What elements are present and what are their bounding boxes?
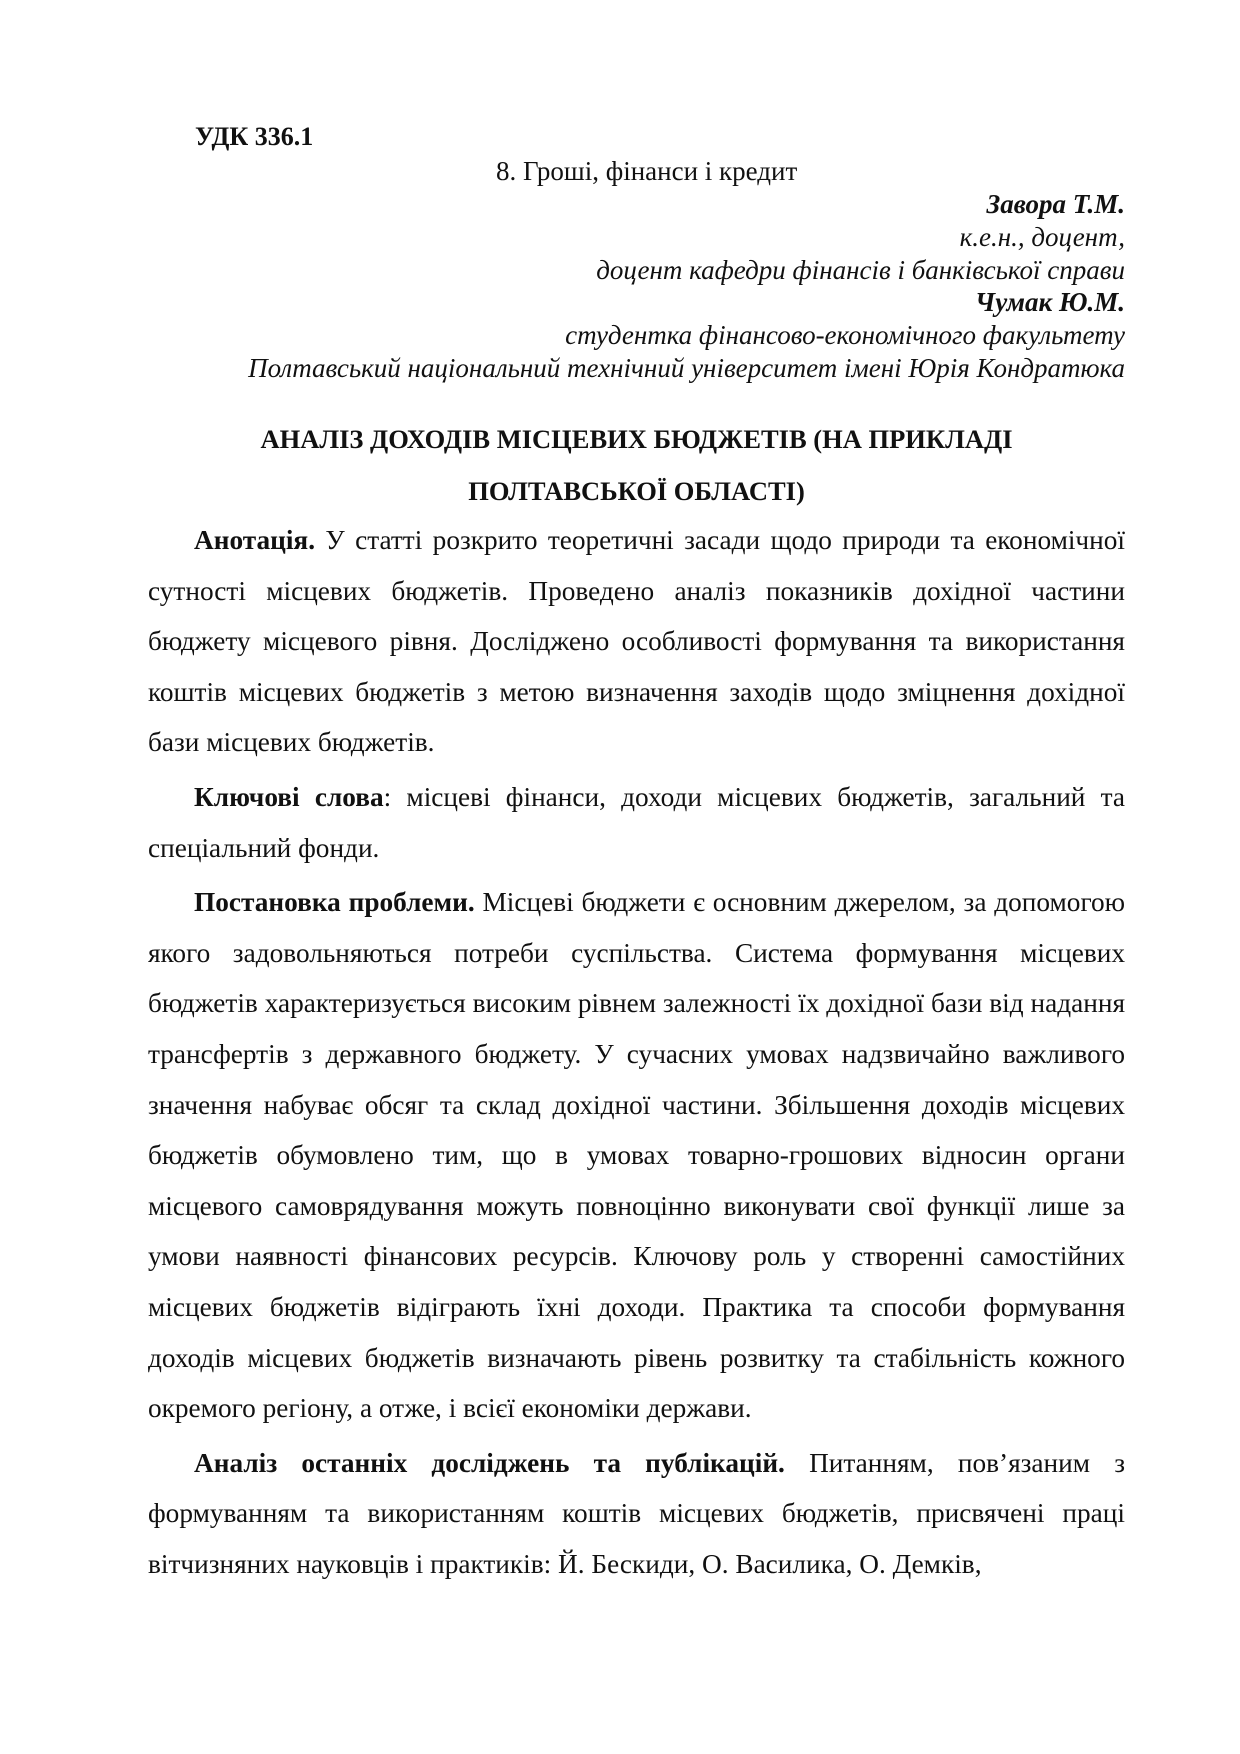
problem-paragraph xyxy=(148,877,1125,1434)
keywords-text: : місцеві фінанси, доходи місцевих бюджетів, загальний та спеціальний фонди. xyxy=(148,781,1125,863)
abstract-text: У статті розкрито теоретичні засади щодо природи та економічної сутності місцевих бюджетів. Проведено аналіз показників дохідної частини бюджету місцевого рівня. Досліджено особливості формування та використання коштів місцевих бюджетів з метою визначення заходів щодо зміцнення дохідної бази місцевих бюджетів. xyxy=(148,525,1125,758)
title-line: ПОЛТАВСЬКОЇ ОБЛАСТІ) xyxy=(468,476,805,506)
author-position: доцент кафедри фінансів і банківської справи xyxy=(596,254,1125,285)
analysis-label: Аналіз останніх досліджень та публікацій. xyxy=(194,1447,785,1478)
analysis-text: Питанням, пов’язаним з формуванням та використанням коштів місцевих бюджетів, присвячені праці вітчизняних науковців і практиків: Й. Бескиди, О. Василика, О. Демків, xyxy=(148,1447,1125,1579)
author-name: Завора Т.М. xyxy=(986,189,1125,219)
keywords-paragraph xyxy=(148,772,1125,873)
problem-label: Постановка проблеми. xyxy=(194,887,475,918)
analysis-paragraph xyxy=(148,1438,1125,1590)
affiliation: Полтавський національний технічний університет імені Юрія Кондратюка xyxy=(248,352,1125,383)
abstract-paragraph xyxy=(148,515,1125,768)
authors-block xyxy=(125,188,1125,385)
author-name: Чумак Ю.М. xyxy=(975,287,1125,318)
problem-text: Місцеві бюджети є основним джерелом, за допомогою якого задовольняються потреби суспільства. Система формування місцевих бюджетів характеризується високим рівнем залежності їх дохідної бази від надання трансфертів з державного бюджету. У сучасних умовах надзвичайно важливого значення набуває обсяг та склад дохідної частини. Збільшення доходів місцевих бюджетів обумовлено тим, що в умовах товарно-грошових відносин органи місцевого самоврядування можуть повноцінно виконувати свої функції лише за умови наявності фінансових ресурсів. Ключову роль у створенні самостійних місцевих бюджетів відіграють їхні доходи. Практика та способи формування доходів місцевих бюджетів визначають рівень розвитку та стабільність кожного окремого регіону, а отже, і всієї економіки держави. xyxy=(148,887,1126,1424)
udk-code: УДК 336.1 xyxy=(195,122,314,151)
section-heading: 8. Гроші, фінанси і кредит xyxy=(496,156,798,186)
author-position: студентка фінансово-економічного факультету xyxy=(565,320,1125,351)
abstract-label: Анотація. xyxy=(194,525,316,555)
article-body xyxy=(148,515,1125,1589)
keywords-label: Ключові слова xyxy=(194,781,384,812)
title-line: АНАЛІЗ ДОХОДІВ МІСЦЕВИХ БЮДЖЕТІВ (НА ПРИКЛАДІ xyxy=(260,424,1013,454)
author-degree: к.е.н., доцент, xyxy=(959,221,1125,252)
article-title xyxy=(148,413,1125,517)
